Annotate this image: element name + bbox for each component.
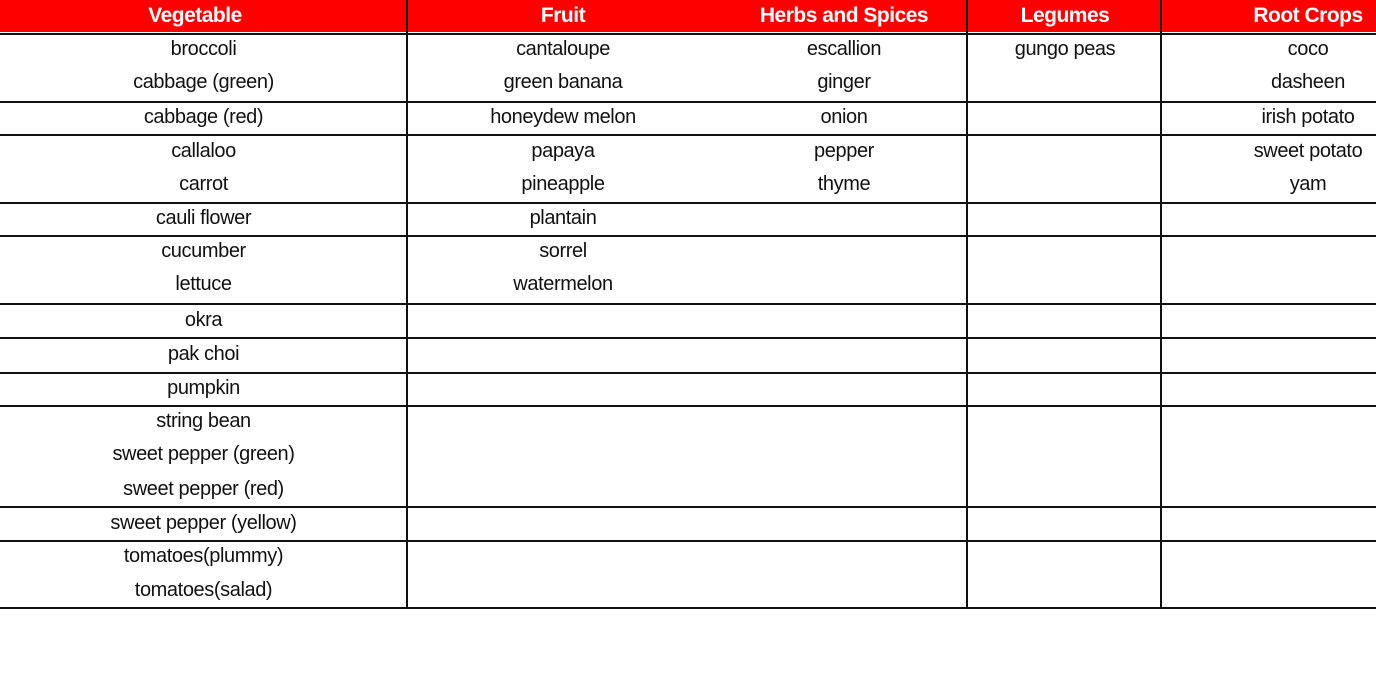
cell-fruit[interactable]: papaya: [531, 140, 595, 162]
cell-vegetable[interactable]: cabbage (green): [133, 71, 274, 93]
cell-vegetable[interactable]: sweet pepper (red): [123, 478, 284, 500]
header-row: [0, 0, 1376, 32]
cell-fruit[interactable]: green banana: [503, 71, 623, 93]
cell-fruit[interactable]: sorrel: [539, 240, 587, 262]
cell-vegetable[interactable]: broccoli: [170, 38, 237, 60]
cell-fruit[interactable]: honeydew melon: [490, 106, 636, 128]
cell-vegetable[interactable]: tomatoes(plummy): [123, 545, 284, 567]
cell-root-crop[interactable]: coco: [1287, 38, 1329, 60]
cell-fruit[interactable]: plantain: [529, 207, 597, 229]
cell-root-crop[interactable]: sweet potato: [1253, 140, 1363, 162]
cell-herb[interactable]: escallion: [806, 38, 882, 60]
cell-vegetable[interactable]: pumpkin: [167, 377, 240, 399]
cell-herb[interactable]: thyme: [817, 173, 871, 195]
cell-fruit[interactable]: watermelon: [513, 273, 613, 295]
cell-herb[interactable]: pepper: [814, 140, 874, 162]
cell-root-crop[interactable]: irish potato: [1261, 106, 1355, 128]
header-herbs-and-spices[interactable]: Herbs and Spices: [759, 4, 929, 27]
cell-vegetable[interactable]: lettuce: [175, 273, 232, 295]
cell-legume[interactable]: gungo peas: [1014, 38, 1116, 60]
cell-vegetable[interactable]: carrot: [179, 173, 228, 195]
cell-herb[interactable]: onion: [820, 106, 868, 128]
grid-line: [0, 607, 1376, 609]
cell-vegetable[interactable]: tomatoes(salad): [134, 579, 273, 601]
cell-vegetable[interactable]: cucumber: [161, 240, 246, 262]
cell-vegetable[interactable]: cauli flower: [155, 207, 252, 229]
cell-vegetable[interactable]: sweet pepper (green): [112, 443, 295, 465]
header-vegetable[interactable]: Vegetable: [148, 4, 242, 27]
cell-root-crop[interactable]: yam: [1289, 173, 1327, 195]
cell-herb[interactable]: ginger: [817, 71, 871, 93]
cell-vegetable[interactable]: pak choi: [167, 343, 240, 365]
cell-root-crop[interactable]: dasheen: [1271, 71, 1345, 93]
cell-vegetable[interactable]: sweet pepper (yellow): [110, 512, 297, 534]
cell-vegetable[interactable]: string bean: [156, 410, 251, 432]
cell-vegetable[interactable]: cabbage (red): [143, 106, 264, 128]
cell-fruit[interactable]: pineapple: [521, 173, 605, 195]
cell-fruit[interactable]: cantaloupe: [516, 38, 610, 60]
header-root-crops[interactable]: Root Crops: [1253, 4, 1363, 27]
cell-vegetable[interactable]: callaloo: [171, 140, 236, 162]
header-legumes[interactable]: Legumes: [1020, 4, 1110, 27]
header-fruit[interactable]: Fruit: [540, 4, 586, 27]
grid-line: [1160, 0, 1162, 608]
cell-vegetable[interactable]: okra: [184, 309, 223, 331]
